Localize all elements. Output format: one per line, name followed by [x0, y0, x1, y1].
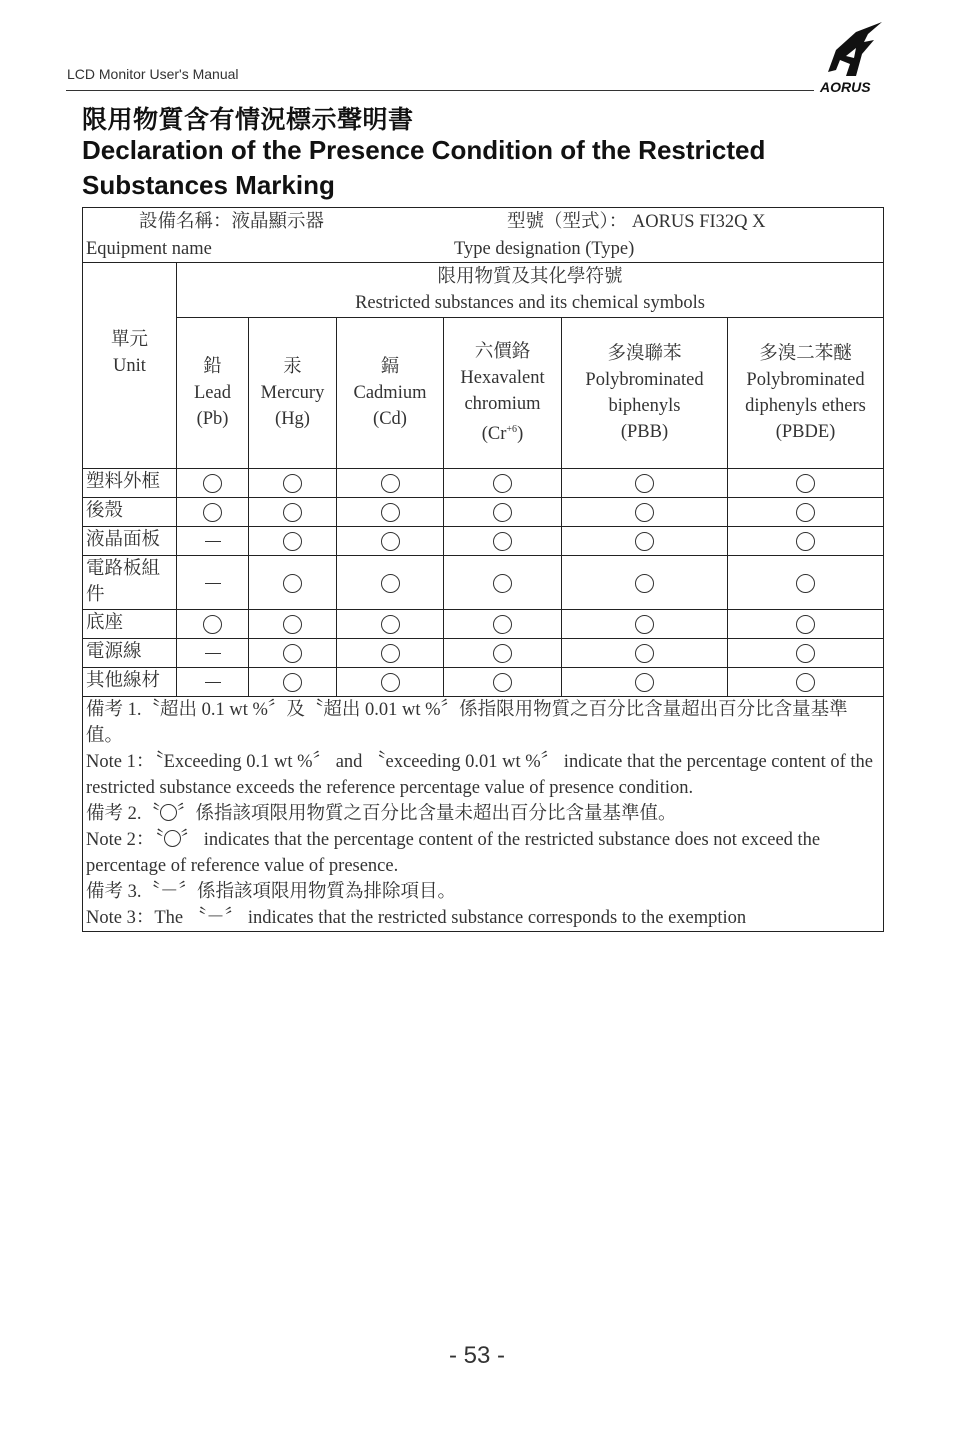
- circle-icon: [493, 474, 512, 493]
- mark-cell: [444, 469, 562, 498]
- circle-icon: [635, 532, 654, 551]
- table-row: [83, 556, 884, 610]
- mark-cell: [444, 610, 562, 639]
- mark-cell: [728, 556, 884, 610]
- mark-cell: [249, 527, 337, 556]
- mark-cell: [444, 668, 562, 697]
- circle-icon: [203, 615, 222, 634]
- mark-cell: [249, 610, 337, 639]
- col-pbde-sym: (PBDE): [775, 422, 836, 442]
- mark-cell: [177, 639, 249, 668]
- circle-icon: [635, 673, 654, 692]
- circle-icon: [283, 574, 302, 593]
- mark-cell: [728, 610, 884, 639]
- circle-icon: [635, 474, 654, 493]
- col-chromium-en1: Hexavalent: [460, 367, 545, 388]
- row-unit-label: 其他線材: [83, 668, 177, 697]
- col-chromium-sym: $(Cr^{+6})$: [481, 423, 524, 445]
- header-rule: [66, 90, 814, 91]
- page-number: - 53 -: [448, 1342, 505, 1369]
- circle-icon: [796, 503, 815, 522]
- mark-cell: [728, 469, 884, 498]
- unit-header-zh: 單元: [110, 330, 148, 350]
- col-mercury-sym: (Hg): [275, 409, 310, 429]
- col-chromium-zh: 六價鉻: [474, 341, 531, 362]
- circle-icon: [493, 503, 512, 522]
- col-cadmium-zh: 鎘: [380, 357, 400, 377]
- circle-icon: [381, 474, 400, 493]
- circle-icon: [381, 532, 400, 551]
- table-row: [83, 469, 884, 498]
- table-row: [83, 639, 884, 668]
- mark-cell: [562, 668, 728, 697]
- circle-icon: [164, 830, 181, 847]
- dash-icon: [205, 682, 221, 683]
- mark-cell: [728, 639, 884, 668]
- circle-icon: [283, 615, 302, 634]
- row-unit-label: 液晶面板: [83, 527, 177, 556]
- mark-cell: [177, 527, 249, 556]
- equipment-row: [83, 208, 884, 263]
- circle-icon: [635, 574, 654, 593]
- circle-icon: [203, 474, 222, 493]
- mark-cell: [444, 556, 562, 610]
- aorus-logo: [816, 20, 888, 96]
- col-pbde-zh: 多溴二苯醚: [759, 344, 852, 364]
- mark-cell: [249, 556, 337, 610]
- col-pbb-en2: biphenyls: [608, 396, 681, 416]
- mark-cell: [337, 668, 444, 697]
- circle-icon: [381, 673, 400, 692]
- circle-icon: [381, 615, 400, 634]
- circle-icon: [493, 644, 512, 663]
- circle-icon: [381, 503, 400, 522]
- title-zh: 限用物質含有情況標示聲明書: [82, 105, 414, 134]
- circle-icon: [381, 644, 400, 663]
- mark-cell: [177, 668, 249, 697]
- circle-icon: [283, 503, 302, 522]
- dash-icon: [205, 653, 221, 654]
- circle-icon: [796, 532, 815, 551]
- col-pbb-sym: (PBB): [620, 422, 669, 442]
- circle-icon: [283, 474, 302, 493]
- mark-cell: [337, 498, 444, 527]
- circle-icon: [796, 615, 815, 634]
- mark-cell: [177, 556, 249, 610]
- unit-header-en: Unit: [113, 356, 146, 376]
- table-row: [83, 498, 884, 527]
- table-row: [83, 610, 884, 639]
- mark-cell: [337, 469, 444, 498]
- mark-cell: [177, 498, 249, 527]
- mark-cell: [562, 610, 728, 639]
- circle-icon: [493, 532, 512, 551]
- equipment-name-zh: 設備名稱：液晶顯示器: [139, 212, 325, 232]
- notes-cell: [83, 697, 884, 932]
- circle-icon: [635, 615, 654, 634]
- mark-cell: [249, 668, 337, 697]
- col-lead-sym: (Pb): [196, 409, 229, 429]
- logo-text: AORUS: [820, 79, 871, 95]
- mark-cell: [562, 498, 728, 527]
- circle-icon: [635, 503, 654, 522]
- row-unit-label: 後殼: [83, 498, 177, 527]
- row-unit-label: 底座: [83, 610, 177, 639]
- circle-icon: [203, 503, 222, 522]
- mark-cell: [249, 639, 337, 668]
- restricted-header-zh: 限用物質及其化學符號: [437, 267, 623, 287]
- mark-cell: [337, 639, 444, 668]
- mark-cell: [177, 610, 249, 639]
- mark-cell: [444, 498, 562, 527]
- mark-cell: [337, 527, 444, 556]
- note-2-en: Note 2：〝 〞 indicates that the percentage content of the restricted substance does not exceed the percentage of reference value of presence.: [86, 830, 821, 876]
- note-2-zh: 備考 2.〝 〞係指該項限用物質之百分比含量未超出百分比含量基準值。: [86, 804, 677, 824]
- col-pbb-en1: Polybrominated: [585, 370, 704, 390]
- dash-icon: [205, 583, 221, 584]
- col-pbde-en1: Polybrominated: [746, 370, 865, 390]
- col-chromium-en2: chromium: [464, 393, 541, 414]
- mark-cell: [562, 527, 728, 556]
- circle-icon: [381, 574, 400, 593]
- mark-cell: [444, 639, 562, 668]
- col-mercury-zh: 汞: [283, 357, 302, 377]
- circle-icon: [283, 532, 302, 551]
- restricted-header-en: Restricted substances and its chemical symbols: [355, 293, 705, 313]
- circle-icon: [493, 615, 512, 634]
- mark-cell: [728, 527, 884, 556]
- mark-cell: [444, 527, 562, 556]
- dash-icon: [205, 541, 221, 542]
- col-lead-zh: 鉛: [203, 357, 222, 377]
- circle-icon: [796, 574, 815, 593]
- mark-cell: [562, 639, 728, 668]
- equipment-name-en: Equipment name: [86, 239, 212, 259]
- table-row: [83, 668, 884, 697]
- col-lead-en: Lead: [194, 383, 231, 403]
- col-cadmium-sym: (Cd): [373, 409, 407, 429]
- circle-icon: [796, 644, 815, 663]
- row-unit-label: 塑料外框: [83, 469, 177, 498]
- mark-cell: [562, 556, 728, 610]
- mark-cell: [728, 668, 884, 697]
- type-designation-en: Type designation (Type): [454, 239, 635, 259]
- mark-cell: [728, 498, 884, 527]
- circle-icon: [796, 673, 815, 692]
- mark-cell: [337, 610, 444, 639]
- col-mercury-en: Mercury: [260, 383, 325, 403]
- mark-cell: [249, 469, 337, 498]
- col-cadmium-en: Cadmium: [353, 383, 427, 403]
- mark-cell: [337, 556, 444, 610]
- col-pbb-zh: 多溴聯苯: [607, 344, 682, 364]
- note-1-zh: 備考 1.〝超出 0.1 wt %〞及〝超出 0.01 wt %〞係指限用物質之百分比含量超出百分比含量基準值。: [86, 700, 848, 746]
- row-unit-label: 電路板組件: [83, 556, 177, 610]
- mark-cell: [562, 469, 728, 498]
- note-3-en: Note 3：The 〝－〞 indicates that the restricted substance corresponds to the exemption: [86, 908, 747, 928]
- row-unit-label: 電源線: [83, 639, 177, 668]
- col-pbde-en2: diphenyls ethers: [745, 396, 866, 416]
- circle-icon: [493, 574, 512, 593]
- rohs-table: [82, 207, 884, 932]
- circle-icon: [493, 673, 512, 692]
- title-en: Declaration of the Presence Condition of the Restricted Substances Marking: [82, 135, 766, 200]
- mark-cell: [249, 498, 337, 527]
- table-row: [83, 527, 884, 556]
- circle-icon: [283, 644, 302, 663]
- circle-icon: [635, 644, 654, 663]
- note-1-en: Note 1：〝Exceeding 0.1 wt %〞 and 〝exceeding 0.01 wt %〞 indicate that the percentage content of the restricted substance exceeds the reference percentage value of presence condition.: [86, 752, 874, 798]
- mark-cell: [177, 469, 249, 498]
- circle-icon: [160, 804, 177, 821]
- circle-icon: [283, 673, 302, 692]
- circle-icon: [796, 474, 815, 493]
- manual-title: LCD Monitor User's Manual: [67, 66, 239, 82]
- type-designation-zh: 型號（型式）： AORUS FI32Q X: [507, 212, 766, 232]
- note-3-zh: 備考 3.〝－〞係指該項限用物質為排除項目。: [86, 882, 457, 902]
